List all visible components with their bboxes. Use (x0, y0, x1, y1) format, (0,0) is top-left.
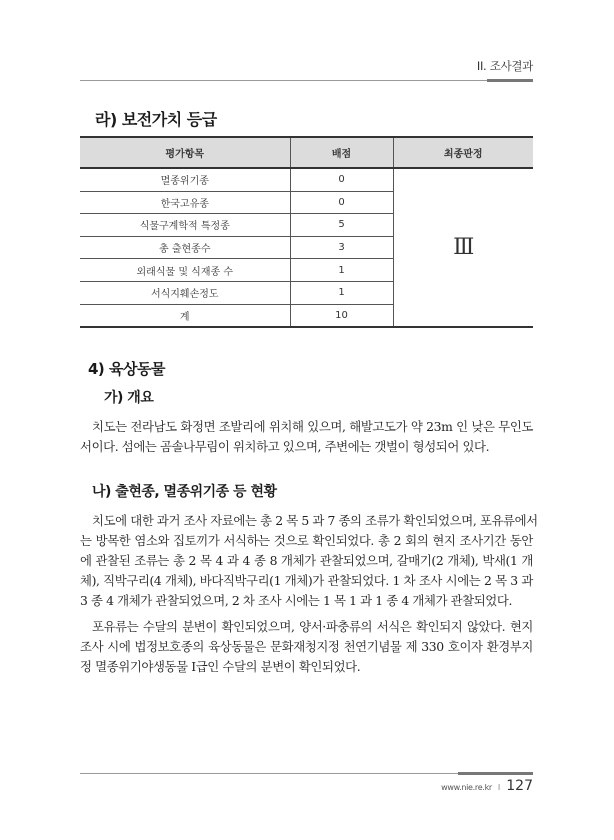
chapter-header: II. 조사결과 (476, 59, 533, 73)
score-cell: 5 (290, 214, 393, 237)
section-title-conservation-grade: 라) 보전가치 등급 (95, 110, 217, 129)
text-line: 치도에 대한 과거 조사 자료에는 총 2 목 5 과 7 종의 조류가 확인되었으며, 포유류에서 (92, 513, 538, 528)
conservation-grade-table (80, 136, 533, 328)
score-cell: 1 (290, 259, 393, 282)
item-cell: 총 출현종수 (80, 236, 290, 259)
footer-accent-bar (458, 772, 533, 775)
text-line: 서이다. 섬에는 곰솔나무림이 위치하고 있으며, 주변에는 갯벌이 형성되어 있다. (80, 439, 490, 454)
species-paragraph-1 (80, 511, 538, 611)
score-cell: 1 (290, 281, 393, 304)
column-header-score: 배점 (290, 137, 393, 168)
header-accent-bar (487, 79, 533, 82)
subsection-title-overview: 가) 개요 (104, 390, 154, 406)
text-line: 에 관찰된 조류는 총 2 목 4 과 4 종 8 개체가 관찰되었으며, 갈매기(2 개체), 박새(1 개 (80, 553, 533, 568)
text-line: 정 멸종위기야생동물 Ⅰ급인 수달의 분변이 확인되었다. (80, 659, 361, 674)
item-cell: 서식지훼손정도 (80, 281, 290, 304)
table-row (80, 168, 533, 191)
item-cell: 한국고유종 (80, 191, 290, 214)
text-line: 치도는 전라남도 화정면 조발리에 위치해 있으며, 해발고도가 약 23m 인 낮은 무인도 (92, 419, 533, 434)
page-number: 127 (506, 778, 533, 794)
text-line: 포유류는 수달의 분변이 확인되었으며, 양서·파충류의 서식은 확인되지 않았다. 현지 (92, 619, 533, 634)
section-title-terrestrial-animals: 4) 육상동물 (88, 360, 165, 378)
overview-paragraph (80, 417, 533, 457)
species-paragraph-2 (80, 617, 533, 677)
column-header-final-grade: 최종판정 (393, 137, 533, 168)
header-divider (80, 80, 533, 81)
subsection-title-species-status: 나) 출현종, 멸종위기종 등 현황 (92, 484, 277, 500)
score-cell: 0 (290, 191, 393, 214)
score-cell: 0 (290, 168, 393, 191)
table-header-row (80, 137, 533, 168)
item-cell: 외래식물 및 식재종 수 (80, 259, 290, 282)
item-cell: 멸종위기종 (80, 168, 290, 191)
footer (441, 778, 533, 794)
score-cell: 10 (290, 304, 393, 327)
item-cell: 식물구계학적 특정종 (80, 214, 290, 237)
footer-url: www.nie.re.kr (441, 783, 492, 792)
final-grade-cell: Ⅲ (393, 168, 533, 327)
text-line: 는 방목한 염소와 집토끼가 서식하는 것으로 확인되었다. 총 2 회의 현지 조사기간 동안 (80, 533, 533, 548)
text-line: 3 종 4 개체가 관찰되었으며, 2 차 조사 시에는 1 목 1 과 1 종 4 개체가 관찰되었다. (80, 593, 512, 608)
column-header-item: 평가항목 (80, 137, 290, 168)
score-cell: 3 (290, 236, 393, 259)
text-line: 조사 시에 법정보호종의 육상동물은 문화재청지정 천연기념물 제 330 호이자 환경부지 (80, 639, 533, 654)
footer-separator: I (497, 783, 501, 792)
item-cell: 계 (80, 304, 290, 327)
text-line: 체), 직박구리(4 개체), 바다직박구리(1 개체)가 관찰되었다. 1 차 조사 시에는 2 목 3 과 (80, 573, 533, 588)
